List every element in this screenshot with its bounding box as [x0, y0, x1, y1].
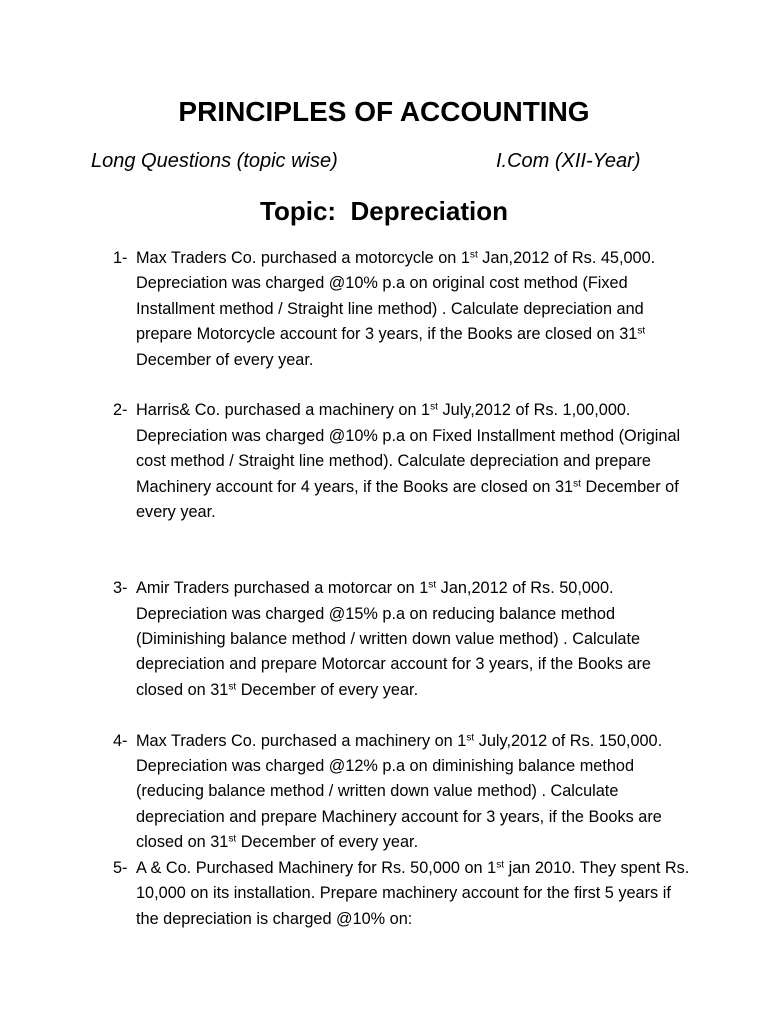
question-text-segment: Machinery account for 4 years, if the Books are closed on 31	[136, 477, 574, 496]
question-text	[136, 576, 651, 703]
question-text-segment: Jan,2012 of Rs. 50,000.	[436, 579, 614, 598]
question-line	[136, 779, 662, 804]
question-text-segment: Max Traders Co. purchased a machinery on 1	[136, 731, 467, 750]
question-line	[136, 856, 689, 881]
question-text-segment: Jan,2012 of Rs. 45,000.	[477, 249, 656, 267]
question-number: 2-	[113, 401, 128, 420]
ordinal-suffix: st	[428, 579, 437, 591]
ordinal-suffix: st	[469, 249, 478, 261]
question-text-segment: (Diminishing balance method / written down value method) . Calculate	[136, 630, 641, 649]
question-text-segment: closed on 31	[136, 680, 229, 699]
question-text-segment: Depreciation was charged @10% p.a on Fixed Installment method (Original	[136, 426, 681, 445]
question-line	[136, 500, 680, 525]
question-text-segment: depreciation and prepare Machinery account for 3 years, if the Books are	[136, 807, 662, 826]
question-text-segment: (reducing balance method / written down value method) . Calculate	[136, 782, 619, 801]
question-text-segment: Harris& Co. purchased a machinery on 1	[136, 401, 431, 420]
question-line	[136, 297, 655, 322]
ordinal-suffix: st	[466, 732, 475, 744]
question-text-segment: cost method / Straight line method). Calculate depreciation and prepare	[136, 452, 651, 471]
question-text-segment: depreciation and prepare Motorcar account for 3 years, if the Books are	[136, 655, 651, 674]
question-line	[136, 475, 680, 500]
question-line	[136, 348, 655, 373]
question-line	[136, 398, 680, 423]
question-text-segment: Installment method / Straight line method) . Calculate depreciation and	[136, 299, 644, 318]
question-text-segment: July,2012 of Rs. 1,00,000.	[437, 401, 631, 420]
question-text-segment: Depreciation was charged @15% p.a on reducing balance method	[136, 604, 616, 623]
question-text-segment: every year.	[136, 503, 216, 522]
question-text-segment: Depreciation was charged @10% p.a on original cost method (Fixed	[136, 274, 628, 293]
ordinal-suffix: st	[430, 401, 438, 413]
question-line	[136, 449, 680, 474]
question-line	[136, 652, 651, 677]
question-line	[136, 881, 689, 906]
ordinal-suffix: st	[496, 859, 505, 871]
question-text	[136, 246, 655, 373]
question-line	[136, 729, 662, 754]
question-line	[136, 271, 655, 296]
subtitle-question-type: Long Questions (topic wise)	[91, 150, 338, 172]
question-item	[113, 246, 713, 373]
question-line	[136, 907, 689, 932]
page-title: PRINCIPLES OF ACCOUNTING	[178, 96, 590, 127]
question-number: 4-	[113, 731, 128, 750]
question-text-segment: closed on 31	[136, 833, 229, 852]
question-item	[113, 856, 713, 932]
question-item	[113, 576, 713, 703]
ordinal-suffix: st	[228, 681, 237, 693]
question-text-segment: A & Co. Purchased Machinery for Rs. 50,000 on 1	[136, 858, 497, 877]
question-line	[136, 602, 651, 627]
question-line	[136, 805, 662, 830]
question-line	[136, 246, 655, 271]
question-text-segment: December of	[580, 477, 679, 496]
question-line	[136, 424, 680, 449]
question-text-segment: December of every year.	[136, 350, 314, 369]
question-number: 3-	[113, 579, 128, 598]
question-line	[136, 830, 662, 855]
question-text-segment: December of every year.	[236, 680, 419, 699]
question-text-segment: December of every year.	[236, 833, 419, 852]
question-number: 5-	[113, 858, 128, 877]
question-text-segment: Amir Traders purchased a motorcar on 1	[136, 579, 429, 598]
question-line	[136, 576, 651, 601]
question-list	[113, 246, 713, 932]
question-text-segment: prepare Motorcycle account for 3 years, if the Books are closed on 31	[136, 325, 638, 344]
ordinal-suffix: st	[637, 325, 646, 337]
question-text-segment: Max Traders Co. purchased a motorcycle on 1	[136, 249, 470, 267]
question-item	[113, 729, 713, 856]
question-line	[136, 627, 651, 652]
question-text-segment: 10,000 on its installation. Prepare machinery account for the first 5 years if	[136, 884, 671, 903]
topic-heading: Topic: Depreciation	[260, 196, 508, 226]
question-item	[113, 398, 713, 525]
question-line	[136, 754, 662, 779]
question-text-segment: the depreciation is charged @10% on:	[136, 909, 413, 928]
question-text-segment: Depreciation was charged @12% p.a on diminishing balance method	[136, 757, 635, 776]
question-text-segment: jan 2010. They spent Rs.	[504, 858, 690, 877]
question-line	[136, 322, 655, 347]
question-text	[136, 398, 680, 525]
subtitle-class-level: I.Com (XII-Year)	[496, 150, 641, 172]
ordinal-suffix: st	[573, 478, 581, 490]
question-text	[136, 729, 662, 856]
question-line	[136, 678, 651, 703]
question-text	[136, 856, 689, 932]
ordinal-suffix: st	[228, 833, 237, 845]
question-number: 1-	[113, 249, 128, 267]
question-text-segment: July,2012 of Rs. 150,000.	[474, 731, 663, 750]
